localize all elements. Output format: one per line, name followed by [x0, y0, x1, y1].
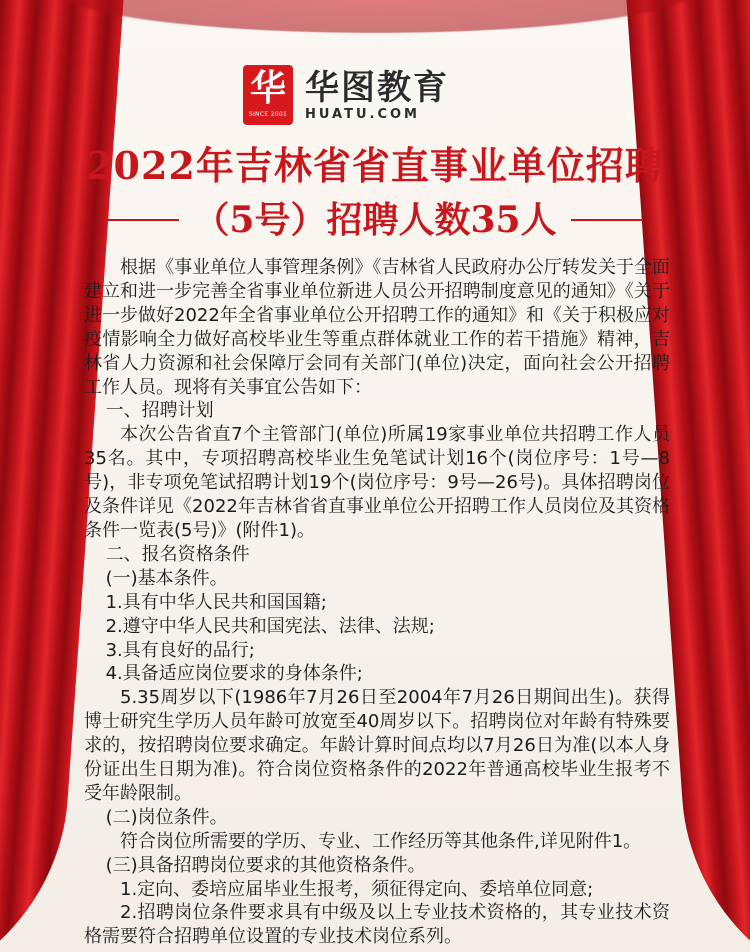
section1-paragraph: 本次公告省直7个主管部门(单位)所属19家事业单位共招聘工作人员35名。其中，专项招聘高校毕业生免笔试计划16个(岗位序号：1号—8号)，非专项免笔试招聘计划19个(岗位序号：9号—26号)。具体招聘岗位及条件详见《2022年吉林省省直事业单位公开招聘工作人员岗位及其资格条件一览表(5号)》(附件1)。 [84, 424, 670, 541]
logo-name: 华图教育 [305, 68, 449, 108]
logo-domain: HUATU.COM [305, 107, 420, 122]
announcement-body [84, 256, 670, 949]
basic-conditions-heading: (一)基本条件。 [105, 567, 228, 589]
other-conditions-heading: (三)具备招聘岗位要求的其他资格条件。 [105, 854, 426, 876]
subtitle-right-rule [571, 219, 643, 221]
basic-condition-3: 3.具有良好的品行; [105, 639, 255, 661]
huatu-logo [243, 64, 449, 126]
page-subtitle-row [90, 194, 660, 246]
basic-condition-2: 2.遵守中华人民共和国宪法、法律、法规; [105, 615, 435, 637]
other-condition-1: 1.定向、委培应届毕业生报考，须征得定向、委培单位同意; [120, 878, 594, 900]
logo-since: SINCE 2001 [248, 111, 288, 118]
basic-condition-5: 5.35周岁以下(1986年7月26日至2004年7月26日期间出生)。获得博士研究生学历人员年龄可放宽至40周岁以下。招聘岗位对年龄有特殊要求的，按招聘岗位要求确定。年龄计算时间点均以7月26日为准(以本人身份证出生日期为准)。符合岗位资格条件的2022年普通高校毕业生报考不受年龄限制。 [84, 687, 670, 804]
logo-glyph: 华 [249, 67, 286, 109]
top-valance [0, 0, 750, 40]
position-conditions-heading: (二)岗位条件。 [105, 806, 228, 828]
logo-wordmark [305, 68, 449, 122]
position-conditions-text: 符合岗位所需要的学历、专业、工作经历等其他条件,详见附件1。 [120, 830, 642, 852]
basic-condition-4: 4.具备适应岗位要求的身体条件; [105, 663, 363, 685]
other-condition-2: 2.招聘岗位条件要求具有中级及以上专业技术资格的，其专业技术资格需要符合招聘单位设置的专业技术岗位系列。 [84, 902, 670, 948]
intro-paragraph: 根据《事业单位人事管理条例》《吉林省人民政府办公厅转发关于全面建立和进一步完善全省事业单位新进人员公开招聘制度意见的通知》《关于进一步做好2022年全省事业单位公开招聘工作的通知》和《关于积极应对疫情影响全力做好高校毕业生等重点群体就业工作的若干措施》精神，吉林省人力资源和社会保障厅会同有关部门(单位)决定，面向社会公开招聘工作人员。现将有关事宜公告如下： [84, 257, 670, 398]
basic-condition-1: 1.具有中华人民共和国国籍; [105, 591, 327, 613]
section2-heading: 二、报名资格条件 [105, 543, 250, 565]
page-title: 2022年吉林省省直事业单位招聘 [86, 143, 664, 188]
section1-heading: 一、招聘计划 [105, 400, 214, 422]
logo-mark-icon [243, 65, 293, 125]
subtitle-left-rule [107, 219, 179, 221]
page-subtitle: （5号）招聘人数35人 [193, 199, 557, 241]
